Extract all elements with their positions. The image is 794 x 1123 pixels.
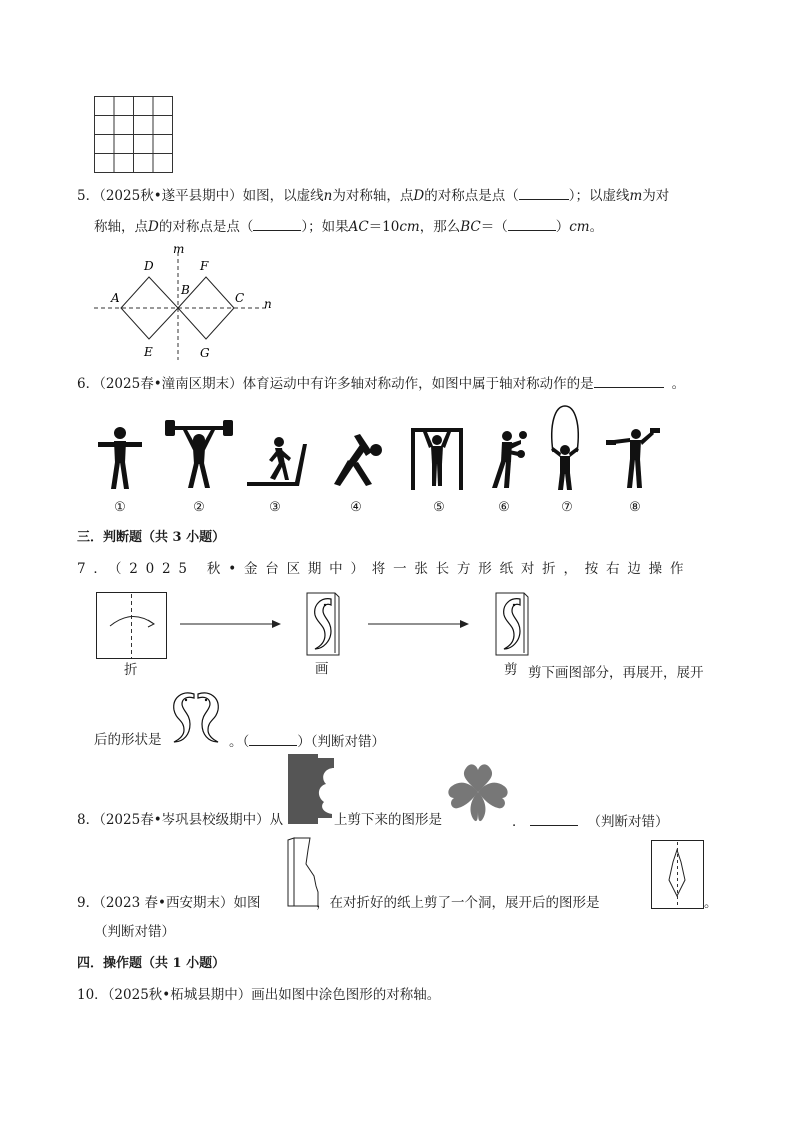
sport-figure-7 xyxy=(545,404,585,492)
q8-line-a: 8．（2025春•岑巩县校级期中）从 xyxy=(77,812,284,828)
answer-blank[interactable] xyxy=(249,731,297,746)
step-cut-label: 剪 xyxy=(504,662,518,678)
q7-line3a: 后的形状是 xyxy=(94,732,162,748)
q6-line: 6．（2025春•潼南区期末）体育运动中有许多轴对称动作，如图中属于轴对称动作的是 。 xyxy=(77,373,685,393)
label-G: G xyxy=(200,346,210,360)
q9-line-b: ，在对折好的纸上剪了一个洞，展开后的图形是 xyxy=(316,895,600,911)
two-dolphins-figure xyxy=(166,688,226,744)
answer-blank[interactable] xyxy=(530,811,578,826)
grid-figure xyxy=(94,96,174,174)
sport-figure-3 xyxy=(245,436,309,488)
sport-label-1: ① xyxy=(114,500,126,515)
sport-figure-4 xyxy=(332,432,386,488)
answer-blank[interactable] xyxy=(519,185,569,200)
section-4-title: 四．操作题（共 1 小题） xyxy=(77,956,226,971)
sport-figure-6 xyxy=(485,430,529,492)
q7-line2: 剪下画图部分，再展开，展开 xyxy=(528,665,704,681)
sport-label-3: ③ xyxy=(269,500,281,515)
rhombus-axes-figure xyxy=(88,242,284,364)
label-m: m xyxy=(173,242,185,256)
sport-figure-2 xyxy=(165,418,233,490)
q5-line2: 称轴，点D的对称点是点（ ）；如果AC＝10cm，那么BC＝（ ）cm。 xyxy=(94,216,603,236)
label-D: D xyxy=(144,259,154,273)
unfolded-paper-figure xyxy=(651,840,705,910)
sport-label-6: ⑥ xyxy=(498,500,510,515)
answer-blank[interactable] xyxy=(508,216,556,231)
sport-figure-5 xyxy=(411,426,465,492)
answer-blank[interactable] xyxy=(253,216,301,231)
q7-line1: 7．（2025 秋•金台区期中）将一张长方形纸对折，按右边操作 xyxy=(77,561,692,577)
label-C: C xyxy=(235,291,245,305)
q10-line: 10．（2025秋•柘城县期中）画出如图中涂色图形的对称轴。 xyxy=(77,987,441,1003)
sport-figure-1 xyxy=(96,425,144,491)
label-F: F xyxy=(200,259,209,273)
label-n: n xyxy=(264,297,272,311)
cut-paper-figure xyxy=(288,754,334,824)
q9-line-a: 9．（2023 春•西安期末）如图 xyxy=(77,895,261,911)
q9-line-c: 。 xyxy=(704,895,718,911)
sport-label-5: ⑤ xyxy=(433,500,445,515)
q8-line-c: ． （判断对错） xyxy=(512,811,669,831)
sport-label-7: ⑦ xyxy=(561,500,573,515)
q5-line1: 5．（2025秋•遂平县期中）如图，以虚线n为对称轴，点D的对称点是点（ ）；以虚线m为对 xyxy=(77,185,669,205)
arrow-icon xyxy=(368,618,470,630)
cut-dolphin-figure xyxy=(490,591,530,657)
label-A: A xyxy=(111,291,120,305)
draw-dolphin-figure xyxy=(301,591,341,657)
answer-blank[interactable] xyxy=(594,373,664,388)
section-3-title: 三．判断题（共 3 小题） xyxy=(77,530,226,545)
arrow-icon xyxy=(180,618,282,630)
label-E: E xyxy=(144,345,153,359)
sport-label-2: ② xyxy=(193,500,205,515)
fold-paper-figure xyxy=(96,592,168,660)
q8-line-b: 上剪下来的图形是 xyxy=(334,812,442,828)
step-draw-label: 画 xyxy=(315,661,329,677)
label-B: B xyxy=(181,283,190,297)
sport-label-4: ④ xyxy=(350,500,362,515)
step-fold-label: 折 xyxy=(124,662,138,678)
q7-line3b: 。（ ）（判断对错） xyxy=(229,731,385,751)
sport-figure-8 xyxy=(606,426,662,490)
clover-figure xyxy=(444,760,512,826)
sport-label-8: ⑧ xyxy=(629,500,641,515)
q9-line-d: （判断对错） xyxy=(94,924,175,940)
folded-paper-hole-figure xyxy=(286,836,320,908)
